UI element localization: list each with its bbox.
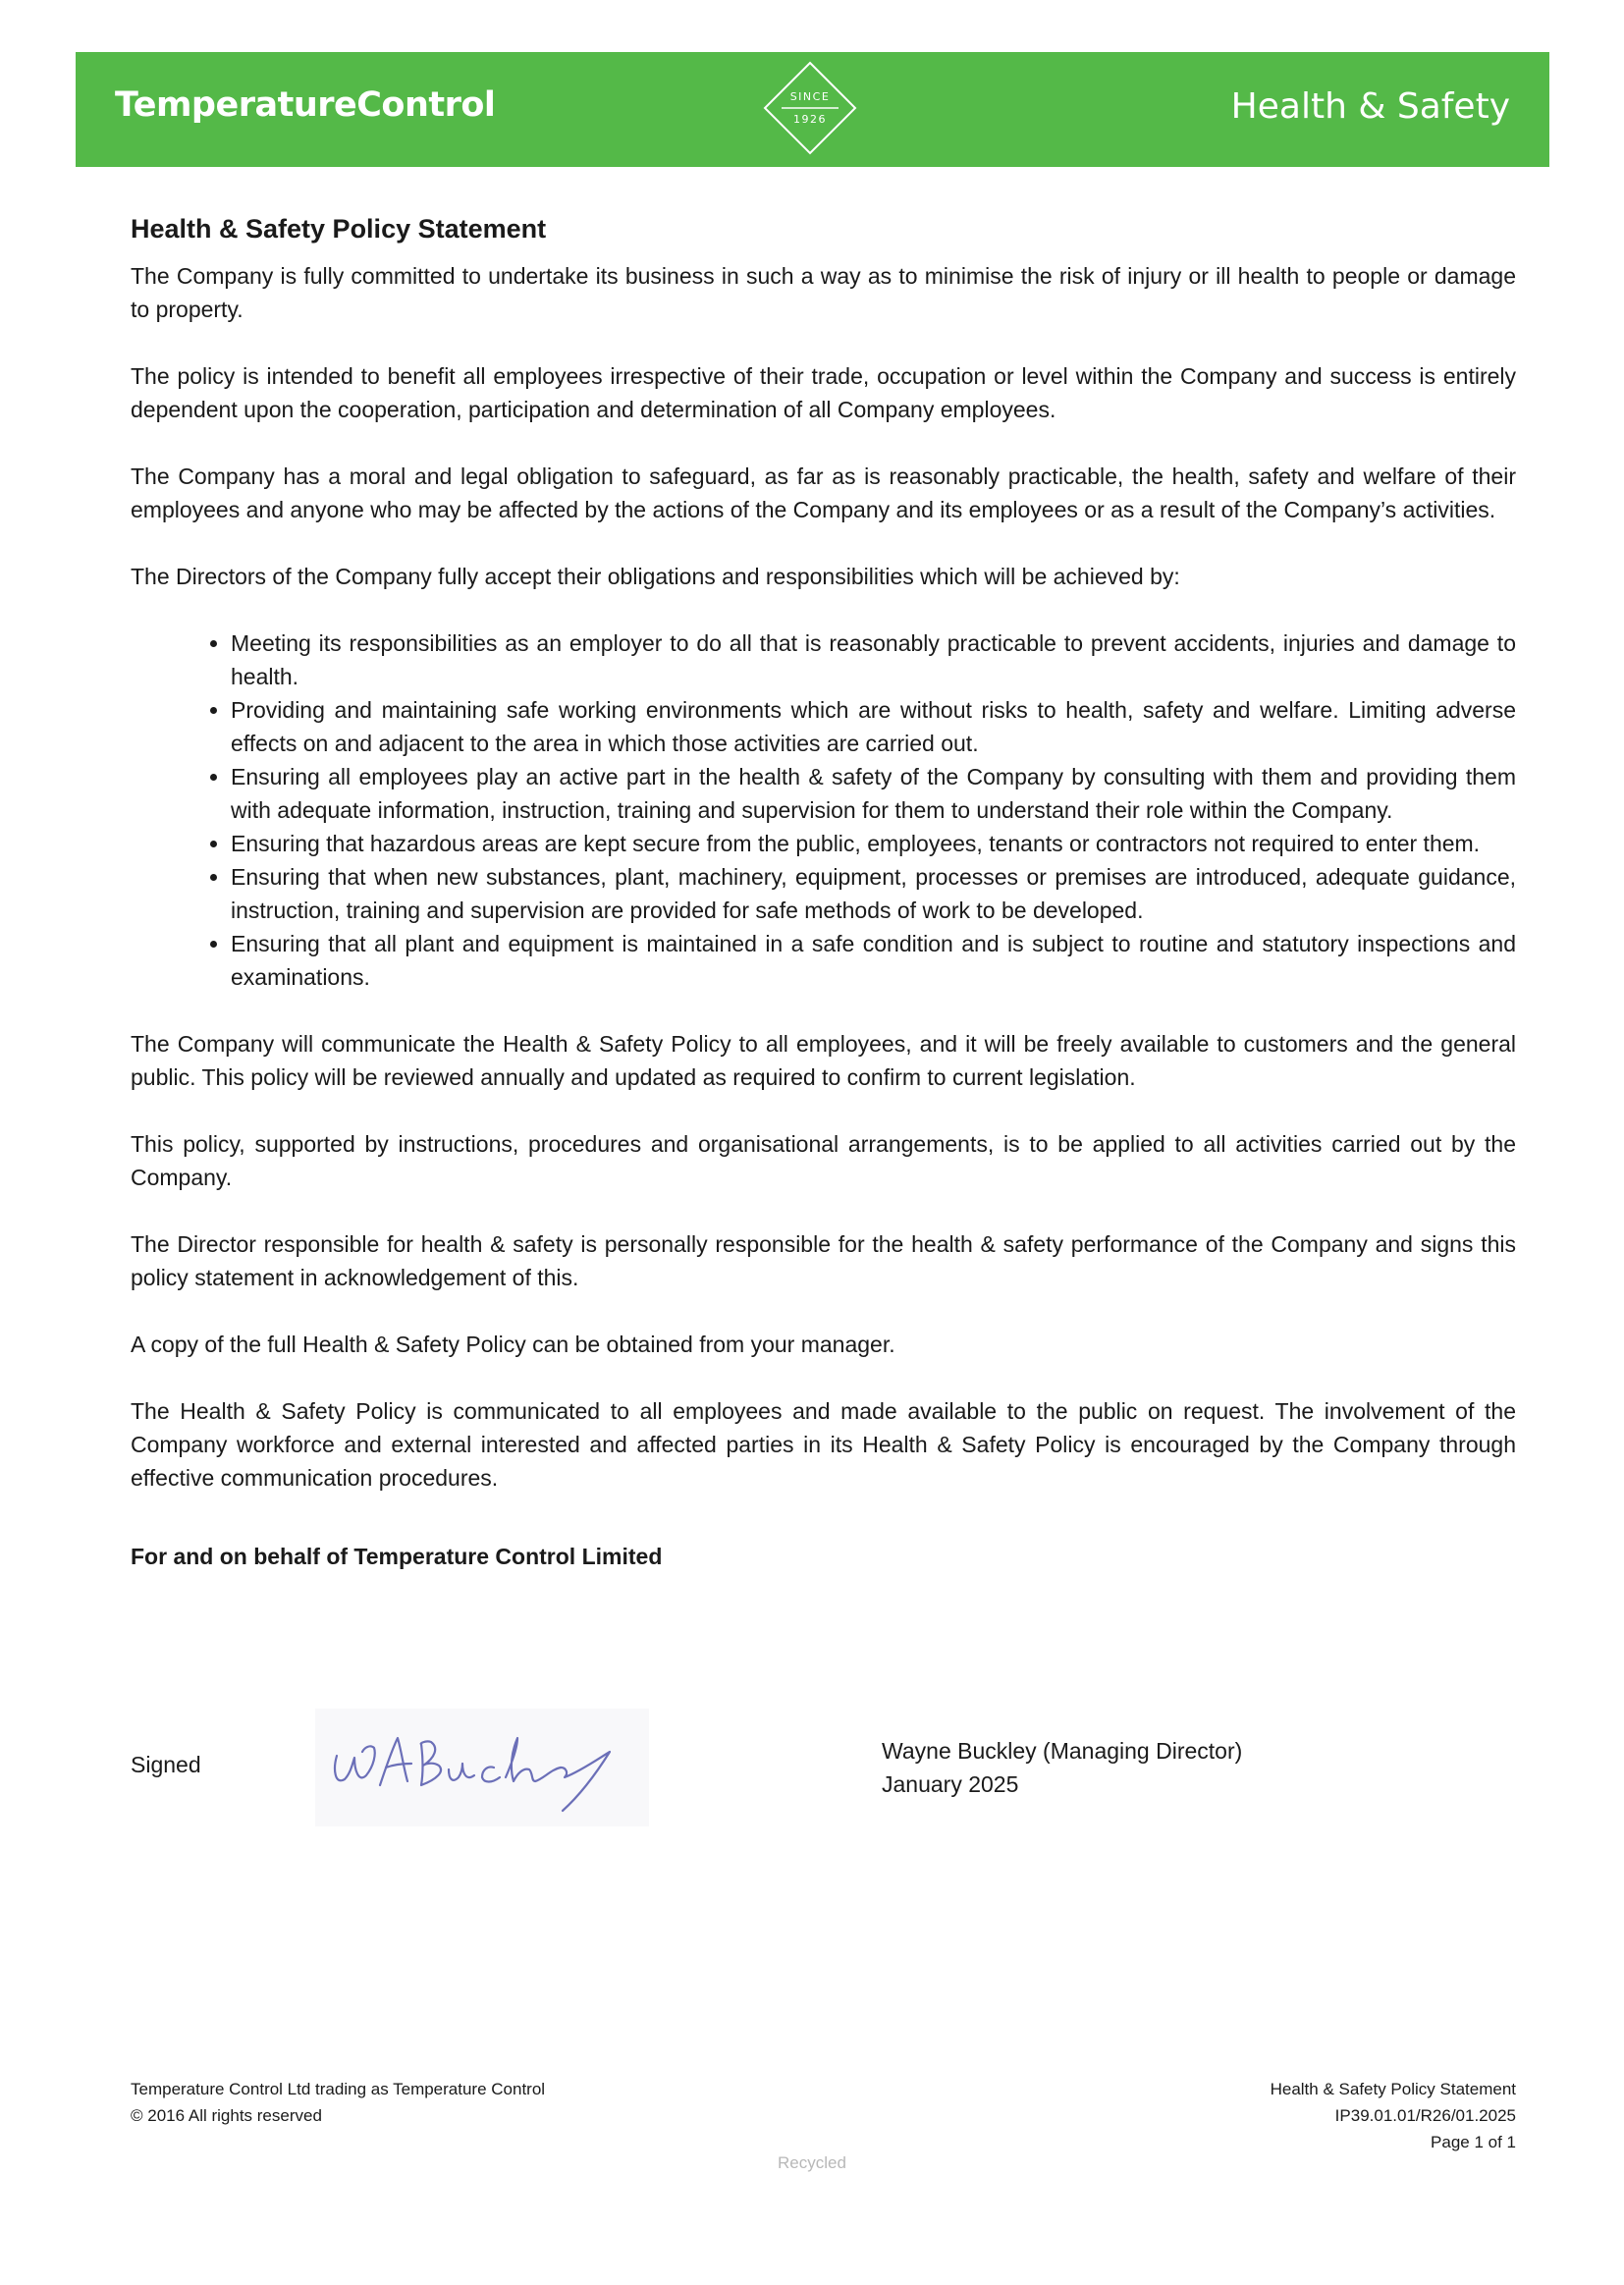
footer-doc-ref: IP39.01.01/R26/01.2025 xyxy=(1334,2106,1516,2125)
list-item: • Providing and maintaining safe working environments which are without risks to health, safety and welfare. Limiting adverse effects on and adjacent to the area in which those activities are carried out. xyxy=(231,693,1516,760)
handwritten-signature-icon xyxy=(315,1709,649,1826)
page-number: Page 1 of 1 xyxy=(1431,2133,1516,2151)
footer-doc-title: Health & Safety Policy Statement xyxy=(1270,2080,1516,2098)
paragraph: The policy is intended to benefit all employees irrespective of their trade, occupation or level within the Company and success is entirely dependent upon the cooperation, participation and determination of all Company employees. xyxy=(131,363,1516,422)
paragraph: The Directors of the Company fully accept their obligations and responsibilities which will be achieved by: xyxy=(131,564,1180,589)
list-item: • Ensuring that all plant and equipment is maintained in a safe condition and is subject to routine and statutory inspections and examinations. xyxy=(231,927,1516,994)
responsibilities-list xyxy=(131,626,1516,994)
company-logo-text: TemperatureControl xyxy=(115,85,496,125)
footer-company: Temperature Control Ltd trading as Temperature Control xyxy=(131,2080,546,2098)
list-item: • Ensuring all employees play an active part in the health & safety of the Company by consulting with them and providing them with adequate information, instruction, training and supervision for them to understand their role within the Company. xyxy=(231,760,1516,827)
on-behalf-line: For and on behalf of Temperature Control Limited xyxy=(131,1544,663,1569)
signature-image xyxy=(315,1709,649,1826)
badge-year: 1926 xyxy=(793,113,827,126)
page-title: Health & Safety Policy Statement xyxy=(131,214,547,244)
footer-copyright: © 2016 All rights reserved xyxy=(131,2106,322,2125)
paragraph: The Director responsible for health & safety is personally responsible for the health & safety performance of the Company and signs this policy statement in acknowledgement of this. xyxy=(131,1231,1516,1290)
signatory-date: January 2025 xyxy=(882,1771,1019,1797)
diamond-badge-icon xyxy=(762,60,858,156)
list-item: • Ensuring that when new substances, plant, machinery, equipment, processes or premises are introduced, adequate guidance, instruction, training and supervision are provided for safe methods of work to be developed. xyxy=(231,860,1516,927)
since-badge xyxy=(762,60,858,156)
paragraph: The Company will communicate the Health & Safety Policy to all employees, and it will be freely available to customers and the general public. This policy will be reviewed annually and updated as required to confirm to current legislation. xyxy=(131,1031,1516,1090)
signature-block xyxy=(131,1709,1516,1846)
footer-right xyxy=(1271,2076,1516,2155)
signatory-info xyxy=(882,1734,1242,1801)
paragraph: The Health & Safety Policy is communicated to all employees and made available to the public on request. The involvement of the Company workforce and external interested and affected parties in its Health & Safety Policy is encouraged by the Company through effective communication procedures. xyxy=(131,1398,1516,1491)
recycled-watermark: Recycled xyxy=(778,2153,846,2172)
section-title: Health & Safety xyxy=(1230,86,1510,127)
list-item: • Meeting its responsibilities as an employer to do all that is reasonably practicable to prevent accidents, injuries and damage to health. xyxy=(231,626,1516,693)
list-item: • Ensuring that hazardous areas are kept secure from the public, employees, tenants or contractors not required to enter them. xyxy=(231,827,1516,860)
paragraph: A copy of the full Health & Safety Policy can be obtained from your manager. xyxy=(131,1332,895,1357)
badge-since: SINCE xyxy=(789,90,831,103)
policy-body xyxy=(131,206,1516,1573)
paragraph: This policy, supported by instructions, procedures and organisational arrangements, is to be applied to all activities carried out by the Company. xyxy=(131,1131,1516,1190)
signatory-name: Wayne Buckley (Managing Director) xyxy=(882,1738,1243,1764)
paragraph: The Company is fully committed to undertake its business in such a way as to minimise the risk of injury or ill health to people or damage to property. xyxy=(131,263,1516,322)
paragraph: The Company has a moral and legal obligation to safeguard, as far as is reasonably practicable, the health, safety and welfare of their employees and anyone who may be affected by the actions of the Company and its employees or as a result of the Company’s activities. xyxy=(131,463,1516,522)
signed-label: Signed xyxy=(131,1752,201,1777)
header-banner xyxy=(76,52,1549,167)
footer-left xyxy=(131,2076,545,2129)
